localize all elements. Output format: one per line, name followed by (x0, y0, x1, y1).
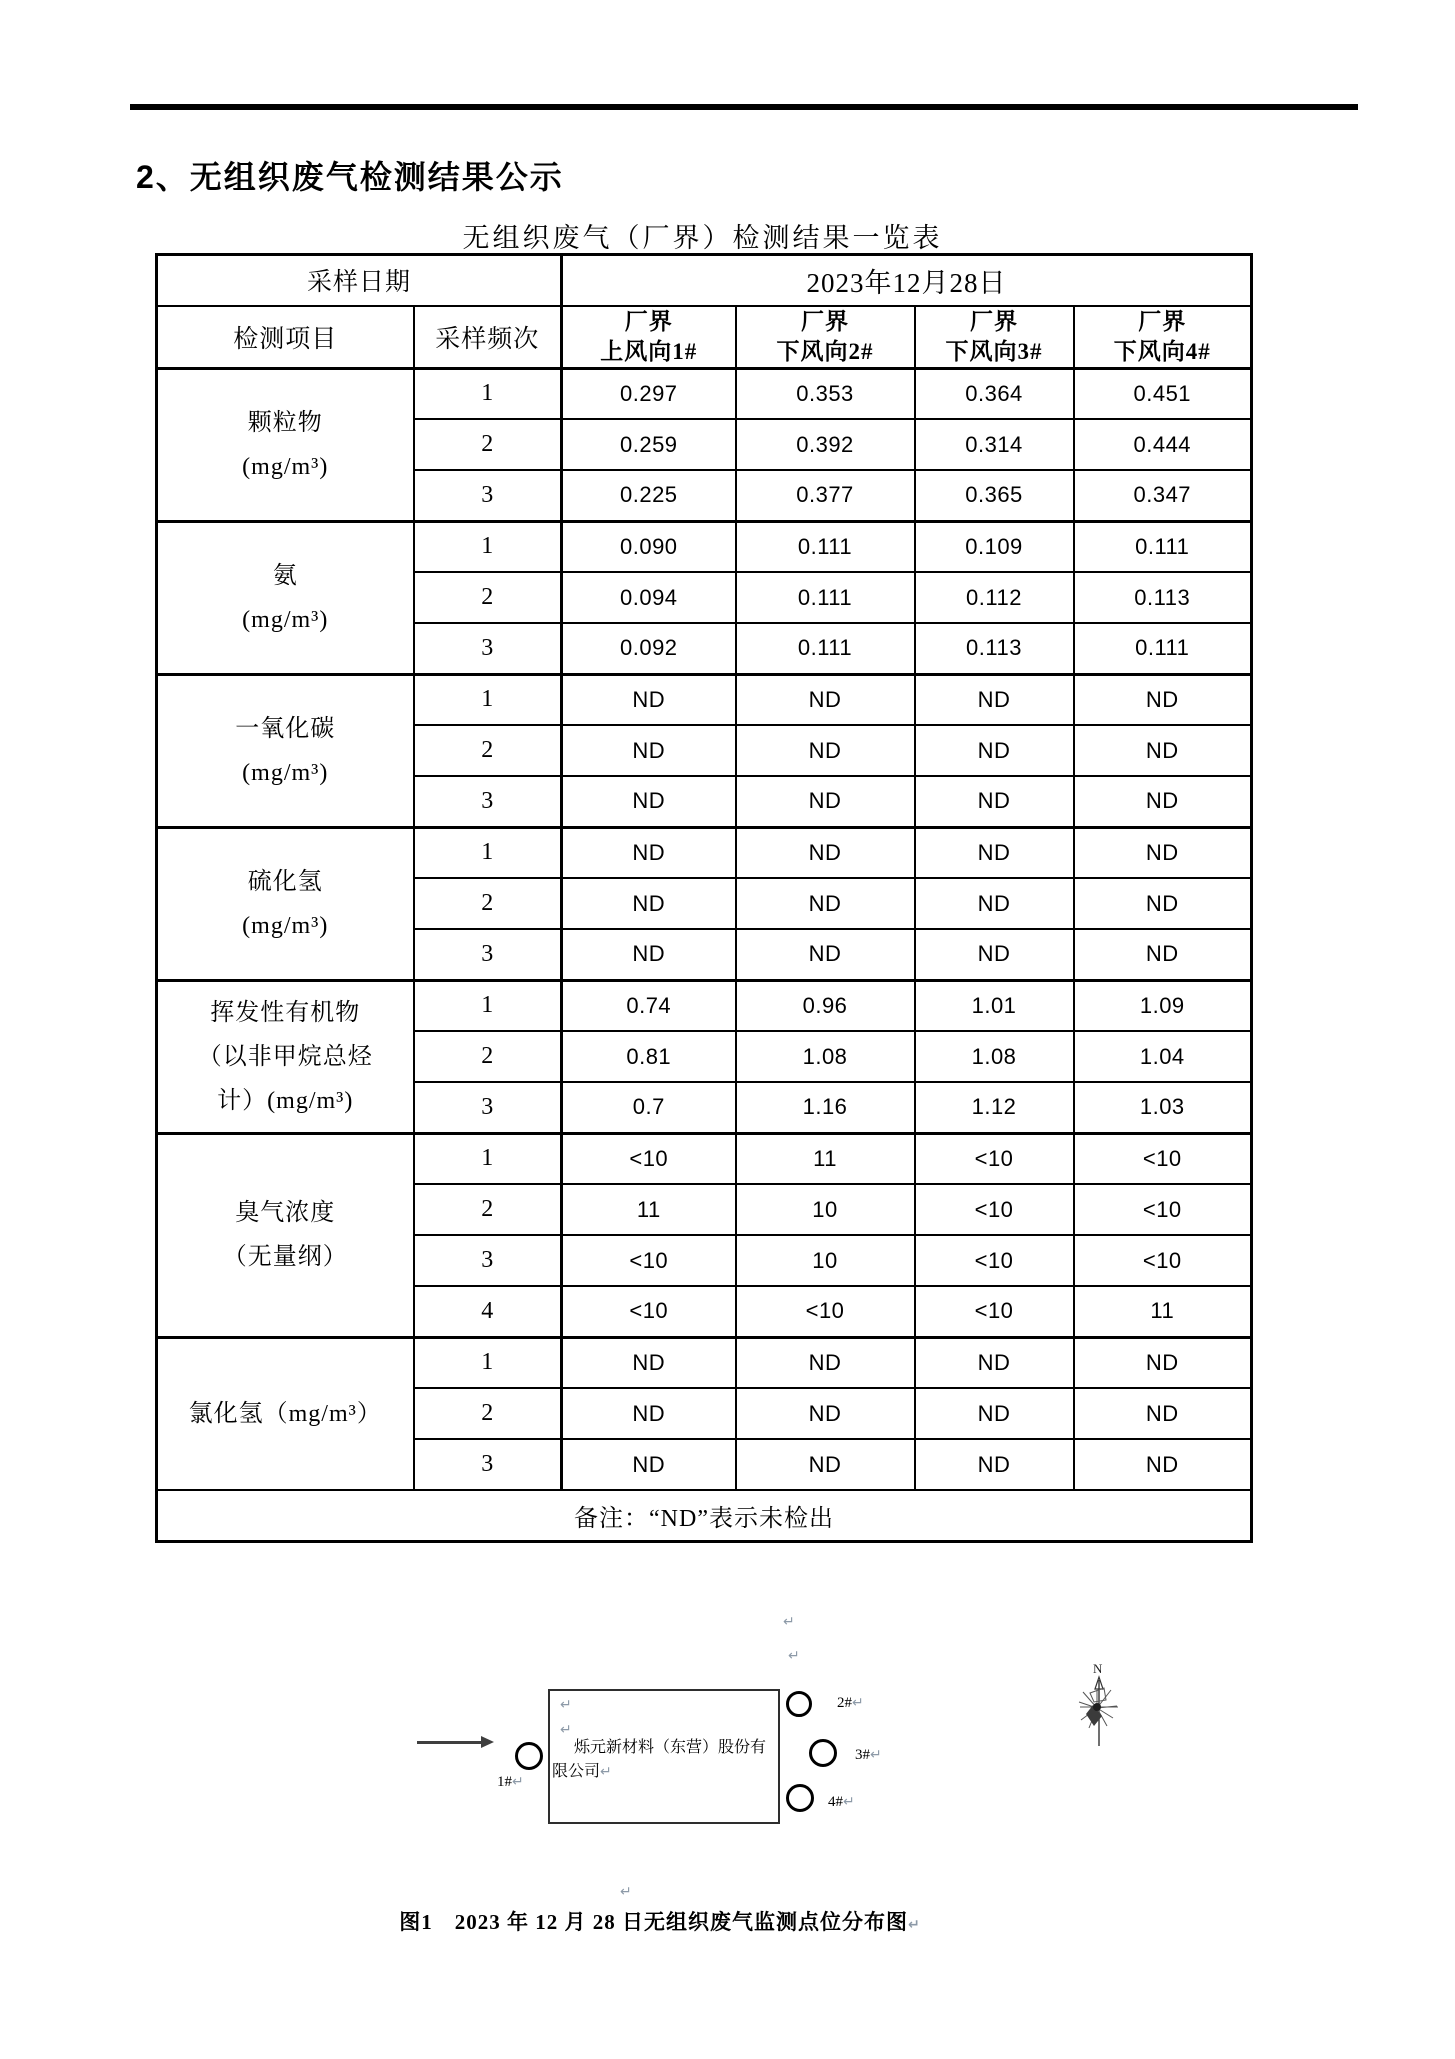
col-header-point-3 (915, 306, 1074, 369)
value-cell: <10 (1074, 1184, 1252, 1235)
item-line: (mg/m³) (242, 759, 329, 786)
value-cell: 0.112 (915, 572, 1074, 623)
compass-rose-icon (1072, 1660, 1134, 1757)
value-cell: 0.364 (915, 368, 1074, 419)
freq-cell: 1 (414, 827, 562, 878)
item-line: 氯化氢（mg/m³） (188, 1400, 382, 1427)
item-line: （无量纲） (222, 1244, 348, 1270)
value-cell: ND (562, 674, 736, 725)
item-line: (mg/m³) (242, 453, 329, 480)
item-line: 臭气浓度 (235, 1200, 336, 1226)
value-cell: 0.7 (562, 1082, 736, 1133)
value-cell: <10 (562, 1133, 736, 1184)
results-table-wrap (155, 253, 1253, 1543)
paragraph-mark: ↵ (560, 1697, 572, 1713)
company-name (552, 1736, 772, 1784)
freq-cell: 3 (414, 929, 562, 980)
col-header-line: 下风向2# (776, 338, 874, 364)
value-cell: ND (562, 1388, 736, 1439)
value-cell: ND (736, 1388, 915, 1439)
item-line: (mg/m³) (242, 606, 329, 633)
company-name-line: 烁元新材料（东营）股份有 (574, 1739, 767, 1756)
monitor-point-3-label (855, 1747, 882, 1764)
col-header-line: 下风向3# (945, 338, 1043, 364)
freq-cell: 3 (414, 470, 562, 521)
paragraph-mark: ↵ (843, 1794, 855, 1810)
value-cell: <10 (562, 1286, 736, 1337)
col-header-line: 厂界 (1138, 308, 1187, 334)
item-cell-ammonia (157, 521, 414, 674)
value-cell: 0.259 (562, 419, 736, 470)
value-cell: ND (915, 674, 1074, 725)
paragraph-mark: ↵ (512, 1774, 524, 1790)
value-cell: 0.090 (562, 521, 736, 572)
value-cell: 0.377 (736, 470, 915, 521)
col-header-point-2 (736, 306, 915, 369)
item-cell-voc (157, 980, 414, 1133)
value-cell: 0.297 (562, 368, 736, 419)
value-cell: ND (736, 674, 915, 725)
wind-direction-arrowhead-icon (481, 1736, 494, 1748)
point-label-text: 3# (855, 1747, 870, 1763)
item-line: (mg/m³) (242, 912, 329, 939)
table-title: 无组织废气（厂界）检测结果一览表 (462, 223, 943, 253)
freq-cell: 2 (414, 419, 562, 470)
table-row (157, 368, 1252, 419)
value-cell: 11 (562, 1184, 736, 1235)
value-cell: 11 (736, 1133, 915, 1184)
results-table (155, 253, 1253, 1543)
value-cell: <10 (562, 1235, 736, 1286)
company-name-text: 限公司 (552, 1763, 601, 1780)
paragraph-mark: ↵ (852, 1695, 864, 1711)
figure-caption-text: 图1 2023 年 12 月 28 日无组织废气监测点位分布图 (399, 1910, 908, 1934)
value-cell: 0.81 (562, 1031, 736, 1082)
value-cell: ND (1074, 878, 1252, 929)
value-cell: 0.314 (915, 419, 1074, 470)
col-header-freq: 采样频次 (414, 306, 562, 369)
value-cell: 0.353 (736, 368, 915, 419)
value-cell: ND (736, 776, 915, 827)
paragraph-mark: ↵ (870, 1747, 882, 1763)
value-cell: <10 (1074, 1133, 1252, 1184)
paragraph-mark: ↵ (600, 1764, 612, 1780)
paragraph-mark: ↵ (620, 1884, 632, 1900)
value-cell: 1.08 (736, 1031, 915, 1082)
freq-cell: 4 (414, 1286, 562, 1337)
value-cell: 1.01 (915, 980, 1074, 1031)
table-note: 备注：“ND”表示未检出 (157, 1490, 1252, 1541)
value-cell: 0.111 (1074, 623, 1252, 674)
value-cell: 0.111 (736, 572, 915, 623)
wind-direction-arrow (417, 1741, 483, 1744)
item-cell-odor (157, 1133, 414, 1337)
value-cell: 0.392 (736, 419, 915, 470)
item-line: 氨 (272, 562, 298, 589)
value-cell: <10 (736, 1286, 915, 1337)
value-cell: 1.16 (736, 1082, 915, 1133)
point-label-text: 1# (497, 1774, 512, 1790)
value-cell: 1.09 (1074, 980, 1252, 1031)
value-cell: ND (1074, 674, 1252, 725)
value-cell: <10 (1074, 1235, 1252, 1286)
value-cell: 1.12 (915, 1082, 1074, 1133)
value-cell: 0.74 (562, 980, 736, 1031)
value-cell: ND (915, 1337, 1074, 1388)
figure-caption (155, 1906, 1165, 1936)
freq-cell: 2 (414, 1184, 562, 1235)
value-cell: ND (562, 929, 736, 980)
paragraph-mark: ↵ (560, 1722, 572, 1738)
value-cell: ND (1074, 1337, 1252, 1388)
value-cell: 11 (1074, 1286, 1252, 1337)
value-cell: ND (562, 1439, 736, 1490)
value-cell: 0.113 (915, 623, 1074, 674)
value-cell: ND (1074, 827, 1252, 878)
col-header-line: 厂界 (801, 308, 850, 334)
value-cell: 0.111 (736, 521, 915, 572)
item-line: （以非甲烷总烃 (197, 1043, 373, 1070)
value-cell: 0.111 (1074, 521, 1252, 572)
table-row (157, 827, 1252, 878)
column-header-row (157, 306, 1252, 369)
value-cell: 0.094 (562, 572, 736, 623)
value-cell: ND (736, 1337, 915, 1388)
value-cell: ND (915, 776, 1074, 827)
col-header-item: 检测项目 (157, 306, 414, 369)
value-cell: ND (562, 776, 736, 827)
value-cell: ND (915, 827, 1074, 878)
item-cell-hydrogen-chloride (157, 1337, 414, 1490)
item-cell-particulate (157, 368, 414, 521)
table-row (157, 1133, 1252, 1184)
item-line: 挥发性有机物 (210, 999, 361, 1026)
value-cell: ND (562, 827, 736, 878)
freq-cell: 3 (414, 776, 562, 827)
value-cell: ND (1074, 1439, 1252, 1490)
section-heading: 2、无组织废气检测结果公示 (136, 159, 564, 195)
point-label-text: 4# (828, 1794, 843, 1810)
value-cell: 10 (736, 1235, 915, 1286)
sample-date-row (157, 255, 1252, 306)
value-cell: <10 (915, 1235, 1074, 1286)
table-row (157, 980, 1252, 1031)
value-cell: 0.109 (915, 521, 1074, 572)
note-row (157, 1490, 1252, 1541)
monitor-point-3-icon (809, 1739, 837, 1767)
value-cell: ND (1074, 929, 1252, 980)
col-header-line: 厂界 (624, 308, 673, 334)
col-header-point-1 (562, 306, 736, 369)
value-cell: ND (736, 929, 915, 980)
value-cell: 0.113 (1074, 572, 1252, 623)
value-cell: 0.444 (1074, 419, 1252, 470)
sample-date-value: 2023年12月28日 (562, 255, 1252, 306)
freq-cell: 1 (414, 980, 562, 1031)
freq-cell: 2 (414, 878, 562, 929)
item-cell-carbon-monoxide (157, 674, 414, 827)
freq-cell: 3 (414, 1082, 562, 1133)
paragraph-mark: ↵ (783, 1614, 795, 1630)
value-cell: 0.347 (1074, 470, 1252, 521)
value-cell: ND (736, 878, 915, 929)
monitor-point-2-label (837, 1695, 864, 1712)
item-line: 计）(mg/m³) (217, 1087, 354, 1114)
item-line: 硫化氢 (247, 868, 323, 895)
value-cell: ND (915, 878, 1074, 929)
value-cell: 0.365 (915, 470, 1074, 521)
value-cell: <10 (915, 1133, 1074, 1184)
value-cell: 0.451 (1074, 368, 1252, 419)
value-cell: ND (1074, 1388, 1252, 1439)
value-cell: ND (915, 1439, 1074, 1490)
table-row (157, 1337, 1252, 1388)
value-cell: 0.225 (562, 470, 736, 521)
value-cell: ND (915, 1388, 1074, 1439)
col-header-line: 厂界 (970, 308, 1019, 334)
freq-cell: 3 (414, 1235, 562, 1286)
monitor-point-1-label (497, 1774, 524, 1791)
monitor-point-4-icon (786, 1784, 814, 1812)
value-cell: ND (1074, 776, 1252, 827)
table-row (157, 674, 1252, 725)
company-name-line (552, 1760, 772, 1784)
value-cell: 0.96 (736, 980, 915, 1031)
item-cell-hydrogen-sulfide (157, 827, 414, 980)
freq-cell: 1 (414, 1337, 562, 1388)
value-cell: ND (736, 725, 915, 776)
top-divider-rule (130, 104, 1358, 110)
value-cell: ND (562, 878, 736, 929)
freq-cell: 2 (414, 1388, 562, 1439)
value-cell: 1.04 (1074, 1031, 1252, 1082)
freq-cell: 1 (414, 368, 562, 419)
value-cell: 0.111 (736, 623, 915, 674)
monitor-point-2-icon (786, 1691, 812, 1717)
value-cell: <10 (915, 1286, 1074, 1337)
value-cell: ND (562, 725, 736, 776)
table-row (157, 521, 1252, 572)
sample-date-label: 采样日期 (157, 255, 562, 306)
value-cell: 1.03 (1074, 1082, 1252, 1133)
freq-cell: 2 (414, 1031, 562, 1082)
item-line: 一氧化碳 (235, 715, 336, 742)
freq-cell: 1 (414, 1133, 562, 1184)
value-cell: ND (915, 929, 1074, 980)
freq-cell: 2 (414, 572, 562, 623)
value-cell: ND (562, 1337, 736, 1388)
value-cell: 10 (736, 1184, 915, 1235)
paragraph-mark: ↵ (908, 1917, 921, 1933)
point-label-text: 2# (837, 1695, 852, 1711)
value-cell: ND (736, 1439, 915, 1490)
col-header-point-4 (1074, 306, 1252, 369)
col-header-line: 下风向4# (1113, 338, 1211, 364)
value-cell: <10 (915, 1184, 1074, 1235)
freq-cell: 1 (414, 674, 562, 725)
compass-n-label: N (1093, 1661, 1103, 1676)
item-line: 颗粒物 (247, 409, 323, 436)
freq-cell: 1 (414, 521, 562, 572)
col-header-line: 上风向1# (600, 338, 698, 364)
value-cell: ND (1074, 725, 1252, 776)
value-cell: 0.092 (562, 623, 736, 674)
value-cell: ND (736, 827, 915, 878)
freq-cell: 3 (414, 1439, 562, 1490)
paragraph-mark: ↵ (788, 1648, 800, 1664)
value-cell: 1.08 (915, 1031, 1074, 1082)
monitor-point-4-label (828, 1794, 855, 1811)
freq-cell: 3 (414, 623, 562, 674)
monitor-point-1-icon (515, 1742, 543, 1770)
freq-cell: 2 (414, 725, 562, 776)
value-cell: ND (915, 725, 1074, 776)
